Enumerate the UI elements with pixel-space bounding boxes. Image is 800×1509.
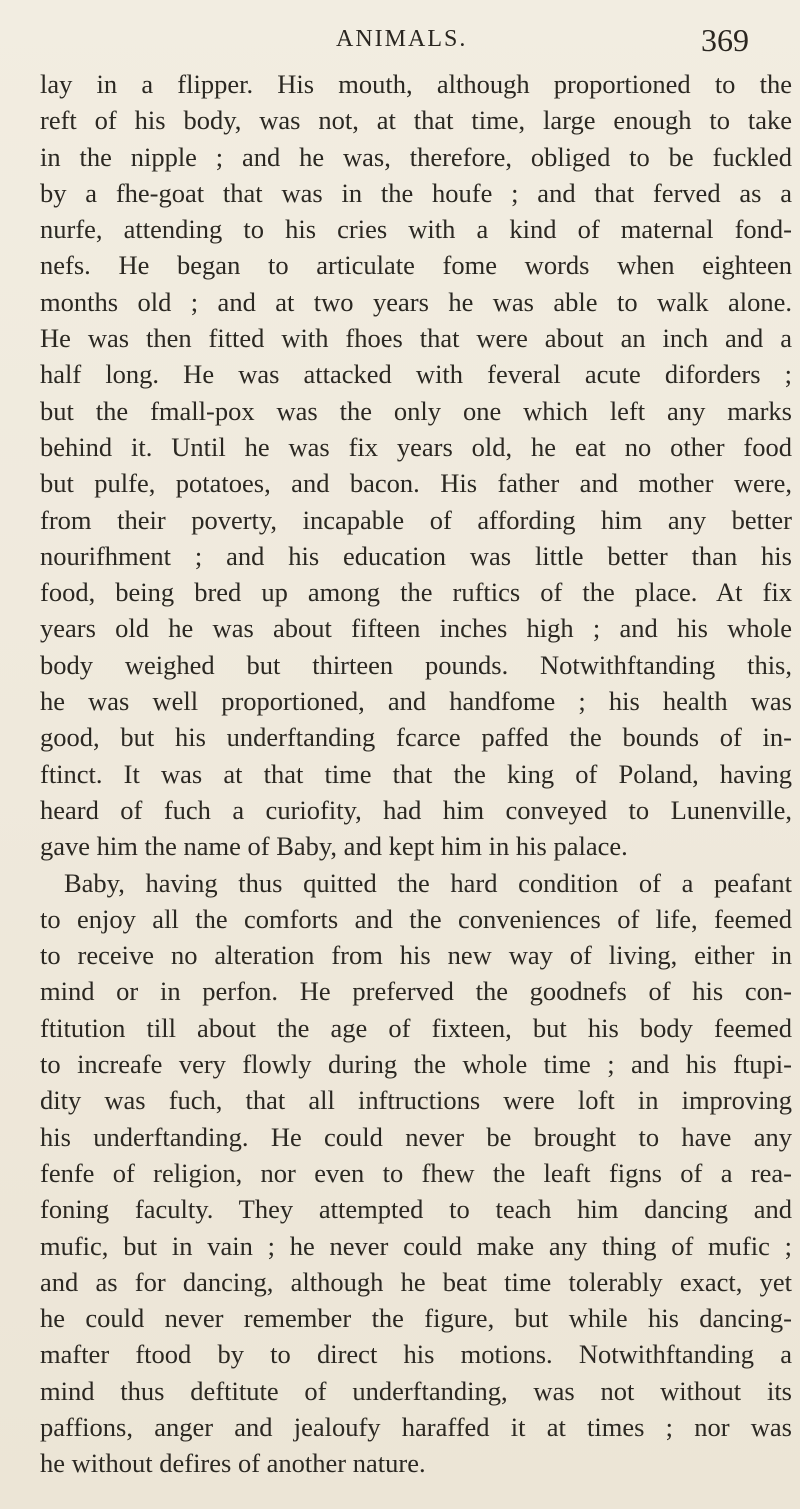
text-line: reft of his body, was not, at that time, large enough to take [40,105,792,136]
text-line: food, being bred up among the ruftics of the place. At fix [40,577,792,608]
text-line: nurfe, attending to his cries with a kind of maternal fond- [40,214,792,245]
text-line: nourifhment ; and his education was little better than his [40,540,792,571]
text-line: but the fmall-pox was the only one which left any marks [40,395,792,426]
text-line: ftitution till about the age of fixteen, but his body feemed [40,1012,792,1043]
text-line: months old ; and at two years he was able to walk alone. [40,286,792,317]
text-line: He was then fitted with fhoes that were about an inch and a [40,323,792,354]
text-line: mufic, but in vain ; he never could make any thing of mufic ; [40,1230,792,1261]
text-line: in the nipple ; and he was, therefore, obliged to be fuckled [40,141,792,172]
text-line: ftinct. It was at that time that the king of Poland, having [40,758,792,789]
text-line: nefs. He began to articulate fome words when eighteen [40,250,792,281]
text-line: Baby, having thus quitted the hard condition of a peafant [64,867,792,898]
text-line: from their poverty, incapable of affording him any better [40,504,792,535]
text-line: mafter ftood by to direct his motions. Notwithftanding a [40,1339,792,1370]
text-line: but pulfe, potatoes, and bacon. His father and mother were, [40,468,792,499]
text-line: gave him the name of Baby, and kept him in his palace. [40,831,628,862]
text-line: half long. He was attacked with feveral acute diforders ; [40,359,792,390]
text-line: lay in a flipper. His mouth, although proportioned to the [40,69,792,99]
text-line: foning faculty. They attempted to teach him dancing and [40,1194,792,1225]
text-line: good, but his underftanding fcarce paffed the bounds of in- [40,722,792,753]
text-line: years old he was about fifteen inches high ; and his whole [40,613,792,644]
body-text [40,66,792,1482]
text-line: his underftanding. He could never be brought to have any [40,1121,792,1152]
text-line: mind thus deftitute of underftanding, was not without its [40,1375,792,1406]
text-line: heard of fuch a curiofity, had him conveyed to Lunenville, [40,794,792,825]
running-head: ANIMALS. [336,26,468,52]
page-header [0,14,800,62]
text-line: and as for dancing, although he beat time tolerably exact, yet [40,1266,792,1297]
text-line: fenfe of religion, nor even to fhew the leaft figns of a rea- [40,1157,792,1188]
page-number: 369 [701,22,749,58]
text-line: body weighed but thirteen pounds. Notwithftanding this, [40,649,792,680]
text-line: dity was fuch, that all inftructions were loft in improving [40,1085,792,1116]
text-line: mind or in perfon. He preferved the goodnefs of his con- [40,976,792,1007]
text-line: he was well proportioned, and handfome ; his health was [40,686,792,717]
text-line: to increafe very flowly during the whole time ; and his ftupi- [40,1049,792,1080]
text-line: paffions, anger and jealoufy haraffed it at times ; nor was [40,1411,792,1442]
text-line: to receive no alteration from his new way of living, either in [40,940,792,971]
text-line: by a fhe-goat that was in the houfe ; and that ferved as a [40,177,792,208]
text-line: behind it. Until he was fix years old, he eat no other food [40,431,792,462]
text-line: he without defires of another nature. [40,1448,426,1479]
text-line: he could never remember the figure, but while his dancing- [40,1303,792,1334]
text-line: to enjoy all the comforts and the conveniences of life, feemed [40,903,792,934]
